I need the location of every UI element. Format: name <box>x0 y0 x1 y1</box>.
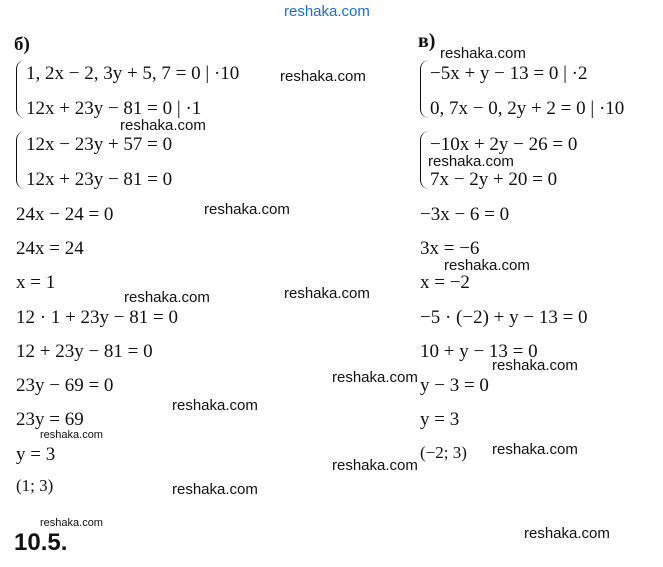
watermark: reshaka.com <box>492 441 578 458</box>
watermark: reshaka.com <box>332 457 418 474</box>
watermark: reshaka.com <box>124 289 210 306</box>
answer: (−2; 3) <box>420 443 467 462</box>
equation: 10 + y − 13 = 0 <box>420 341 538 362</box>
equation: 12 + 23y − 81 = 0 <box>16 341 153 362</box>
watermark: reshaka.com <box>428 153 514 170</box>
equation: 12x + 23y − 81 = 0 | ·1 <box>26 98 202 119</box>
equation: 23y − 69 = 0 <box>16 375 114 396</box>
system-brace <box>16 60 25 118</box>
equation: 23y = 69 <box>16 409 84 430</box>
equation: 12x + 23y − 81 = 0 <box>26 169 173 190</box>
equation: −3x − 6 = 0 <box>420 204 510 225</box>
equation: x = 1 <box>16 272 56 293</box>
watermark: reshaka.com <box>40 517 103 529</box>
watermark: reshaka.com <box>332 369 418 386</box>
watermark: reshaka.com <box>492 357 578 374</box>
equation: y = 3 <box>420 409 460 430</box>
equation: 7x − 2y + 20 = 0 <box>430 169 558 190</box>
problem-number: 10.5. <box>14 529 68 556</box>
watermark: reshaka.com <box>40 429 103 441</box>
watermark: reshaka.com <box>172 397 258 414</box>
watermark: reshaka.com <box>120 117 206 134</box>
system-brace <box>420 60 429 118</box>
watermark: reshaka.com <box>440 45 526 62</box>
watermark: reshaka.com <box>524 525 610 542</box>
equation: 24x = 24 <box>16 238 84 259</box>
equation: −10x + 2y − 26 = 0 <box>430 134 578 155</box>
equation: 12x − 23y + 57 = 0 <box>26 134 173 155</box>
watermark: reshaka.com <box>284 285 370 302</box>
equation: y = 3 <box>16 444 56 465</box>
equation: y − 3 = 0 <box>420 375 489 396</box>
equation: −5x + y − 13 = 0 | ·2 <box>430 63 588 84</box>
equation: 3x = −6 <box>420 238 480 259</box>
equation: 12 · 1 + 23y − 81 = 0 <box>16 307 178 328</box>
equation: 24x − 24 = 0 <box>16 204 114 225</box>
label-b: б) <box>14 34 30 55</box>
equation: x = −2 <box>420 272 470 293</box>
equation: 1, 2x − 2, 3y + 5, 7 = 0 | ·10 <box>26 63 240 84</box>
watermark: reshaka.com <box>444 257 530 274</box>
equation: −5 · (−2) + y − 13 = 0 <box>420 307 588 328</box>
header-watermark: reshaka.com <box>284 3 370 20</box>
equation: 0, 7x − 0, 2y + 2 = 0 | ·10 <box>430 98 625 119</box>
watermark: reshaka.com <box>280 68 366 85</box>
answer: (1; 3) <box>16 476 54 495</box>
system-brace <box>16 131 25 189</box>
label-v: в) <box>418 30 436 52</box>
watermark: reshaka.com <box>204 201 290 218</box>
watermark: reshaka.com <box>172 481 258 498</box>
